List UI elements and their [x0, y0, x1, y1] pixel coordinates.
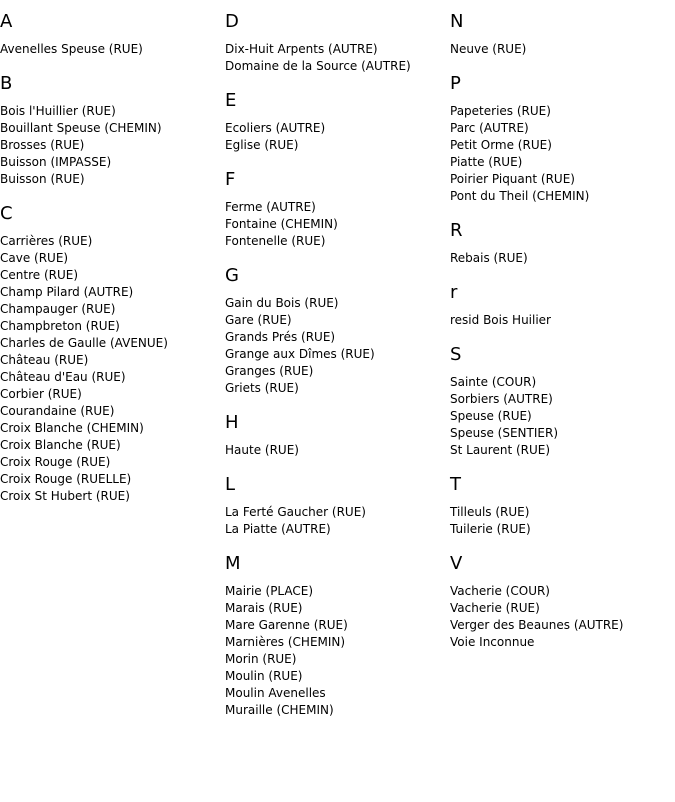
street-list	[0, 103, 220, 188]
street-list-item[interactable]: Mairie (PLACE)	[225, 584, 314, 598]
street-list-item[interactable]: Gare (RUE)	[225, 313, 292, 327]
street-list-item[interactable]: Rebais (RUE)	[450, 251, 528, 265]
section-letter-heading: M	[225, 553, 241, 574]
section-letter-heading: r	[450, 282, 458, 303]
street-list-item[interactable]: Château (RUE)	[0, 353, 89, 367]
street-list-item[interactable]: Charles de Gaulle (AVENUE)	[0, 336, 168, 350]
street-list-item[interactable]: Château d'Eau (RUE)	[0, 370, 126, 384]
street-list	[450, 504, 670, 538]
street-list-item[interactable]: Moulin (RUE)	[225, 669, 303, 683]
street-list	[225, 120, 445, 154]
street-list-item[interactable]: Eglise (RUE)	[225, 138, 299, 152]
street-list-item[interactable]: Grands Prés (RUE)	[225, 330, 336, 344]
section-letter-heading: F	[225, 169, 236, 190]
street-list-item[interactable]: Poirier Piquant (RUE)	[450, 172, 575, 186]
street-list-item[interactable]: Vacherie (RUE)	[450, 601, 540, 615]
street-list	[450, 583, 670, 651]
street-list	[225, 41, 445, 75]
letter-group	[450, 343, 670, 459]
street-list-item[interactable]: Croix Blanche (CHEMIN)	[0, 421, 144, 435]
street-list	[450, 103, 670, 205]
street-list-item[interactable]: Champbreton (RUE)	[0, 319, 120, 333]
street-list-item[interactable]: Champ Pilard (AUTRE)	[0, 285, 134, 299]
street-list-item[interactable]: Bouillant Speuse (CHEMIN)	[0, 121, 162, 135]
street-list-item[interactable]: Ferme (AUTRE)	[225, 200, 316, 214]
street-list-item[interactable]: Sorbiers (AUTRE)	[450, 392, 553, 406]
street-index-column-3	[450, 10, 670, 665]
street-list-item[interactable]: Vacherie (COUR)	[450, 584, 550, 598]
street-list-item[interactable]: Mare Garenne (RUE)	[225, 618, 348, 632]
street-list-item[interactable]: Griets (RUE)	[225, 381, 299, 395]
letter-group	[225, 552, 445, 719]
section-letter-heading: A	[0, 11, 13, 32]
street-list-item[interactable]: Avenelles Speuse (RUE)	[0, 42, 143, 56]
letter-group	[225, 89, 445, 154]
street-list	[450, 374, 670, 459]
street-list-item[interactable]: Piatte (RUE)	[450, 155, 523, 169]
section-letter-heading: D	[225, 11, 239, 32]
section-letter-heading: V	[450, 553, 463, 574]
street-list	[225, 295, 445, 397]
letter-group	[450, 473, 670, 538]
street-list-item[interactable]: Courandaine (RUE)	[0, 404, 115, 418]
street-list-item[interactable]: Tilleuls (RUE)	[450, 505, 530, 519]
street-list-item[interactable]: Champauger (RUE)	[0, 302, 116, 316]
letter-group	[225, 264, 445, 397]
street-list-item[interactable]: resid Bois Huilier	[450, 313, 551, 327]
street-list	[0, 233, 220, 505]
street-index-column-1	[0, 10, 220, 519]
street-list-item[interactable]: Voie Inconnue	[450, 635, 535, 649]
street-list-item[interactable]: Neuve (RUE)	[450, 42, 527, 56]
street-list-item[interactable]: Sainte (COUR)	[450, 375, 537, 389]
street-list-item[interactable]: Carrières (RUE)	[0, 234, 93, 248]
street-list-item[interactable]: Marais (RUE)	[225, 601, 303, 615]
section-letter-heading: L	[225, 474, 236, 495]
street-list	[450, 250, 670, 267]
section-letter-heading: G	[225, 265, 239, 286]
section-letter-heading: B	[0, 73, 13, 94]
street-list-item[interactable]: Bois l'Huillier (RUE)	[0, 104, 116, 118]
street-list-item[interactable]: Cave (RUE)	[0, 251, 69, 265]
street-list-item[interactable]: La Piatte (AUTRE)	[225, 522, 331, 536]
section-letter-heading: H	[225, 412, 239, 433]
street-list-item[interactable]: Corbier (RUE)	[0, 387, 82, 401]
section-letter-heading: P	[450, 73, 461, 94]
street-list	[0, 41, 220, 58]
street-list-item[interactable]: Buisson (RUE)	[0, 172, 85, 186]
letter-group	[450, 281, 670, 329]
street-list	[225, 442, 445, 459]
street-list-item[interactable]: Croix Rouge (RUE)	[0, 455, 111, 469]
street-list-item[interactable]: Marnières (CHEMIN)	[225, 635, 346, 649]
street-list-item[interactable]: Verger des Beaunes (AUTRE)	[450, 618, 624, 632]
street-list-item[interactable]: Parc (AUTRE)	[450, 121, 529, 135]
street-list-item[interactable]: Dix-Huit Arpents (AUTRE)	[225, 42, 378, 56]
street-list-item[interactable]: Haute (RUE)	[225, 443, 299, 457]
street-list-item[interactable]: Croix St Hubert (RUE)	[0, 489, 130, 503]
street-list-item[interactable]: Tuilerie (RUE)	[450, 522, 531, 536]
letter-group	[450, 72, 670, 205]
street-list-item[interactable]: Speuse (RUE)	[450, 409, 532, 423]
section-letter-heading: S	[450, 344, 462, 365]
street-list-item[interactable]: Buisson (IMPASSE)	[0, 155, 112, 169]
street-list-item[interactable]: Ecoliers (AUTRE)	[225, 121, 326, 135]
letter-group	[0, 10, 220, 58]
street-list-item[interactable]: Petit Orme (RUE)	[450, 138, 552, 152]
section-letter-heading: N	[450, 11, 464, 32]
street-list-item[interactable]: La Ferté Gaucher (RUE)	[225, 505, 366, 519]
street-list-item[interactable]: Brosses (RUE)	[0, 138, 85, 152]
street-list-item[interactable]: Fontenelle (RUE)	[225, 234, 326, 248]
street-list-item[interactable]: St Laurent (RUE)	[450, 443, 551, 457]
street-list-item[interactable]: Pont du Theil (CHEMIN)	[450, 189, 590, 203]
letter-group	[0, 202, 220, 505]
street-list-item[interactable]: Moulin Avenelles	[225, 686, 326, 700]
street-list-item[interactable]: Morin (RUE)	[225, 652, 297, 666]
letter-group	[0, 72, 220, 188]
street-list-item[interactable]: Croix Rouge (RUELLE)	[0, 472, 132, 486]
street-index-column-2	[225, 10, 445, 733]
street-list-item[interactable]: Croix Blanche (RUE)	[0, 438, 121, 452]
section-letter-heading: T	[450, 474, 461, 495]
street-list-item[interactable]: Domaine de la Source (AUTRE)	[225, 59, 411, 73]
letter-group	[450, 10, 670, 58]
letter-group	[225, 473, 445, 538]
street-list-item[interactable]: Muraille (CHEMIN)	[225, 703, 334, 717]
street-list-item[interactable]: Grange aux Dîmes (RUE)	[225, 347, 375, 361]
street-list	[225, 199, 445, 250]
street-list-item[interactable]: Speuse (SENTIER)	[450, 426, 558, 440]
street-list-item[interactable]: Fontaine (CHEMIN)	[225, 217, 338, 231]
street-list-item[interactable]: Granges (RUE)	[225, 364, 314, 378]
street-list	[225, 583, 445, 719]
street-list-item[interactable]: Gain du Bois (RUE)	[225, 296, 339, 310]
street-list	[225, 504, 445, 538]
letter-group	[225, 168, 445, 250]
section-letter-heading: R	[450, 220, 463, 241]
street-list-item[interactable]: Papeteries (RUE)	[450, 104, 551, 118]
letter-group	[450, 219, 670, 267]
street-list	[450, 41, 670, 58]
street-list-item[interactable]: Centre (RUE)	[0, 268, 79, 282]
letter-group	[225, 411, 445, 459]
letter-group	[225, 10, 445, 75]
letter-group	[450, 552, 670, 651]
street-list	[450, 312, 670, 329]
section-letter-heading: E	[225, 90, 237, 111]
section-letter-heading: C	[0, 203, 13, 224]
